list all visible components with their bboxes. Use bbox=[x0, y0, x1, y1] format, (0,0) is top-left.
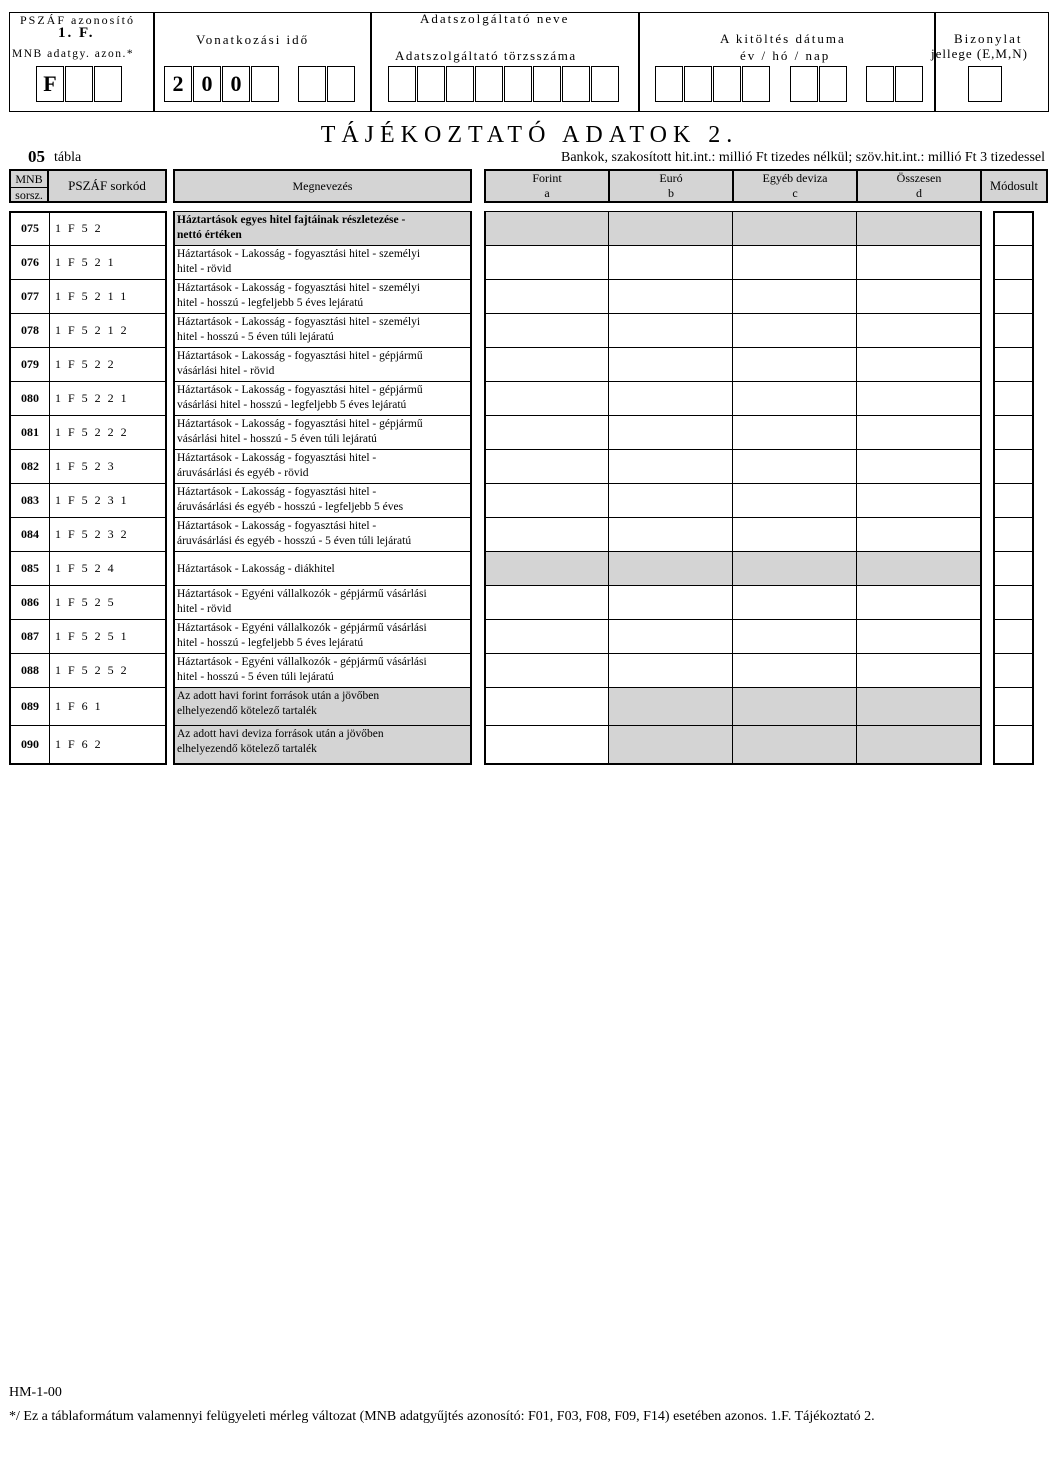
row-code: 1F5222 bbox=[55, 425, 134, 439]
modified-cell[interactable] bbox=[993, 212, 1034, 246]
row-code-cell bbox=[9, 654, 167, 688]
row-name-cell bbox=[173, 552, 472, 586]
col-forint-header bbox=[484, 169, 610, 203]
row-name-line1: Háztartások - Lakosság - fogyasztási hitel - gépjármű bbox=[177, 384, 423, 396]
row-name-line1: Háztartások - Egyéni vállalkozók - gépjármű vásárlási bbox=[177, 656, 427, 668]
forint-cell[interactable] bbox=[484, 688, 610, 726]
other-currency-cell[interactable] bbox=[732, 518, 858, 552]
row-number: 078 bbox=[21, 323, 39, 337]
provider-reg-box[interactable] bbox=[388, 66, 416, 102]
row-name-line2: hitel - rövid bbox=[177, 263, 232, 275]
other-currency-cell[interactable] bbox=[732, 348, 858, 382]
provider-reg-box[interactable] bbox=[533, 66, 561, 102]
divider bbox=[49, 688, 50, 726]
modified-cell[interactable] bbox=[993, 484, 1034, 518]
forint-cell bbox=[484, 212, 610, 246]
divider bbox=[370, 12, 372, 112]
modified-cell[interactable] bbox=[993, 688, 1034, 726]
col-euro-sub: b bbox=[668, 186, 674, 200]
table-bottom-rule bbox=[173, 763, 472, 765]
col-mnb-sub: sorsz. bbox=[11, 187, 47, 203]
col-other-header bbox=[732, 169, 858, 203]
row-number: 077 bbox=[21, 289, 39, 303]
row-name-cell bbox=[173, 688, 472, 726]
row-name-line1: Háztartások - Lakosság - fogyasztási hitel - bbox=[177, 452, 377, 464]
row-name-line2: áruvásárlási és egyéb - hosszú - 5 éven túli lejáratú bbox=[177, 535, 412, 547]
row-code-cell bbox=[9, 246, 167, 280]
row-name-line1: Háztartások - Egyéni vállalkozók - gépjármű vásárlási bbox=[177, 622, 427, 634]
provider-reg-box[interactable] bbox=[591, 66, 619, 102]
row-code-cell bbox=[9, 212, 167, 246]
row-name-line1: Háztartások - Lakosság - diákhitel bbox=[177, 563, 335, 575]
total-cell bbox=[856, 552, 982, 586]
row-number: 087 bbox=[21, 629, 39, 643]
row-number: 082 bbox=[21, 459, 39, 473]
total-cell[interactable] bbox=[856, 314, 982, 348]
other-currency-cell bbox=[732, 552, 858, 586]
forint-cell[interactable] bbox=[484, 416, 610, 450]
row-code: 1F5231 bbox=[55, 493, 134, 507]
row-code-cell bbox=[9, 450, 167, 484]
forint-cell[interactable] bbox=[484, 246, 610, 280]
euro-cell[interactable] bbox=[608, 620, 734, 654]
period-box-3[interactable]: 0 bbox=[222, 66, 250, 102]
col-total-label: Összesen bbox=[896, 171, 942, 185]
row-number: 089 bbox=[21, 699, 39, 713]
period-label: Vonatkozási idő bbox=[196, 32, 310, 47]
modified-cell[interactable] bbox=[993, 518, 1034, 552]
row-name-line2: nettó értéken bbox=[177, 229, 242, 241]
modified-cell[interactable] bbox=[993, 348, 1034, 382]
period-box-1[interactable]: 2 bbox=[164, 66, 192, 102]
date-box[interactable] bbox=[713, 66, 741, 102]
forint-cell[interactable] bbox=[484, 484, 610, 518]
other-currency-cell[interactable] bbox=[732, 484, 858, 518]
divider bbox=[49, 348, 50, 382]
other-currency-cell bbox=[732, 726, 858, 764]
row-name-line2: hitel - hosszú - legfeljebb 5 éves lejáratú bbox=[177, 637, 364, 649]
other-currency-cell bbox=[732, 212, 858, 246]
euro-cell bbox=[608, 688, 734, 726]
date-box[interactable] bbox=[742, 66, 770, 102]
row-code: 1F525 bbox=[55, 595, 121, 609]
forint-cell[interactable] bbox=[484, 348, 610, 382]
col-modified-header: Módosult bbox=[980, 169, 1048, 203]
modified-cell[interactable] bbox=[993, 314, 1034, 348]
provider-reg-box[interactable] bbox=[562, 66, 590, 102]
divider bbox=[49, 280, 50, 314]
forint-cell[interactable] bbox=[484, 518, 610, 552]
divider bbox=[49, 450, 50, 484]
divider bbox=[49, 586, 50, 620]
provider-reg-box[interactable] bbox=[504, 66, 532, 102]
table-bottom-rule bbox=[993, 763, 1034, 765]
col-euro-label: Euró bbox=[659, 171, 683, 185]
modified-cell[interactable] bbox=[993, 382, 1034, 416]
row-code-cell bbox=[9, 518, 167, 552]
row-name-line1: Háztartások - Lakosság - fogyasztási hitel - gépjármű bbox=[177, 418, 423, 430]
date-box[interactable] bbox=[819, 66, 847, 102]
row-number: 088 bbox=[21, 663, 39, 677]
divider bbox=[49, 552, 50, 586]
table-bottom-rule bbox=[9, 763, 167, 765]
row-number: 079 bbox=[21, 357, 39, 371]
row-name-line2: hitel - rövid bbox=[177, 603, 232, 615]
table-bottom-rule bbox=[484, 763, 982, 765]
doc-type-box[interactable] bbox=[968, 66, 1002, 102]
col-total-header bbox=[856, 169, 982, 203]
row-code-cell bbox=[9, 620, 167, 654]
col-name-header: Megnevezés bbox=[173, 169, 472, 203]
row-code-cell bbox=[9, 280, 167, 314]
other-currency-cell bbox=[732, 688, 858, 726]
other-currency-cell[interactable] bbox=[732, 586, 858, 620]
other-currency-cell[interactable] bbox=[732, 280, 858, 314]
divider bbox=[49, 416, 50, 450]
date-box[interactable] bbox=[895, 66, 923, 102]
euro-cell bbox=[608, 212, 734, 246]
other-currency-cell[interactable] bbox=[732, 654, 858, 688]
col-forint-sub: a bbox=[544, 186, 550, 200]
row-number: 083 bbox=[21, 493, 39, 507]
forint-cell[interactable] bbox=[484, 620, 610, 654]
period-box-2[interactable]: 0 bbox=[193, 66, 221, 102]
modified-cell[interactable] bbox=[993, 654, 1034, 688]
row-number: 084 bbox=[21, 527, 39, 541]
row-name-cell bbox=[173, 212, 472, 246]
row-name-line1: Háztartások - Lakosság - fogyasztási hitel - személyi bbox=[177, 248, 421, 260]
other-currency-cell[interactable] bbox=[732, 620, 858, 654]
divider bbox=[49, 620, 50, 654]
total-cell[interactable] bbox=[856, 654, 982, 688]
total-cell[interactable] bbox=[856, 416, 982, 450]
forint-cell bbox=[484, 552, 610, 586]
other-currency-cell[interactable] bbox=[732, 382, 858, 416]
row-name-line1: Háztartások egyes hitel fajtáinak részletezése - bbox=[177, 214, 406, 226]
row-name-line2: hitel - hosszú - 5 éven túli lejáratú bbox=[177, 331, 334, 343]
row-code: 1F52 bbox=[55, 221, 108, 235]
divider bbox=[49, 654, 50, 688]
row-name-cell bbox=[173, 416, 472, 450]
total-cell bbox=[856, 688, 982, 726]
euro-cell[interactable] bbox=[608, 382, 734, 416]
row-code: 1F522 bbox=[55, 357, 121, 371]
row-name-line2: hitel - hosszú - legfeljebb 5 éves lejáratú bbox=[177, 297, 364, 309]
period-box-4[interactable] bbox=[251, 66, 279, 102]
euro-cell[interactable] bbox=[608, 280, 734, 314]
euro-cell[interactable] bbox=[608, 484, 734, 518]
row-code: 1F524 bbox=[55, 561, 121, 575]
row-name-line2: áruvásárlási és egyéb - hosszú - legfeljebb 5 éves bbox=[177, 501, 404, 513]
modified-cell[interactable] bbox=[993, 246, 1034, 280]
total-cell[interactable] bbox=[856, 586, 982, 620]
period-box-6[interactable] bbox=[327, 66, 355, 102]
divider bbox=[934, 12, 936, 112]
table-number: 05 bbox=[28, 147, 45, 166]
other-currency-cell[interactable] bbox=[732, 416, 858, 450]
col-total-sub: d bbox=[916, 186, 922, 200]
row-number: 086 bbox=[21, 595, 39, 609]
row-code-cell bbox=[9, 726, 167, 764]
euro-cell[interactable] bbox=[608, 416, 734, 450]
other-currency-cell[interactable] bbox=[732, 314, 858, 348]
forint-cell[interactable] bbox=[484, 382, 610, 416]
period-box-5[interactable] bbox=[298, 66, 326, 102]
euro-cell bbox=[608, 726, 734, 764]
row-name-cell bbox=[173, 450, 472, 484]
date-label: A kitöltés dátuma bbox=[720, 31, 846, 46]
row-name-line1: Háztartások - Lakosság - fogyasztási hitel - bbox=[177, 520, 377, 532]
row-code: 1F5212 bbox=[55, 323, 134, 337]
total-cell[interactable] bbox=[856, 246, 982, 280]
euro-cell[interactable] bbox=[608, 586, 734, 620]
row-code-cell bbox=[9, 484, 167, 518]
euro-cell[interactable] bbox=[608, 246, 734, 280]
row-name-cell bbox=[173, 620, 472, 654]
forint-cell[interactable] bbox=[484, 586, 610, 620]
col-euro-header bbox=[608, 169, 734, 203]
row-name-line2: elhelyezendő kötelező tartalék bbox=[177, 743, 317, 755]
col-other-label: Egyéb deviza bbox=[762, 171, 828, 185]
mnb-box-2[interactable] bbox=[65, 66, 93, 102]
euro-cell[interactable] bbox=[608, 518, 734, 552]
total-cell[interactable] bbox=[856, 382, 982, 416]
date-box[interactable] bbox=[655, 66, 683, 102]
row-code: 1F5211 bbox=[55, 289, 134, 303]
provider-reg-box[interactable] bbox=[417, 66, 445, 102]
date-sub-label: év / hó / nap bbox=[740, 48, 831, 63]
form-code: HM-1-00 bbox=[9, 1385, 62, 1400]
divider bbox=[49, 314, 50, 348]
total-cell[interactable] bbox=[856, 348, 982, 382]
row-name-line1: Háztartások - Lakosság - fogyasztási hitel - személyi bbox=[177, 282, 421, 294]
col-forint-label: Forint bbox=[532, 171, 562, 185]
row-name-line1: Az adott havi deviza források után a jövőben bbox=[177, 728, 384, 740]
divider bbox=[49, 212, 50, 246]
row-name-cell bbox=[173, 314, 472, 348]
row-code-cell bbox=[9, 416, 167, 450]
row-name-line1: Háztartások - Lakosság - fogyasztási hitel - személyi bbox=[177, 316, 421, 328]
forint-cell[interactable] bbox=[484, 314, 610, 348]
total-cell[interactable] bbox=[856, 450, 982, 484]
divider bbox=[153, 12, 155, 112]
date-box[interactable] bbox=[684, 66, 712, 102]
row-name-line2: vásárlási hitel - hosszú - 5 éven túli lejáratú bbox=[177, 433, 377, 445]
euro-cell[interactable] bbox=[608, 348, 734, 382]
provider-reg-box[interactable] bbox=[446, 66, 474, 102]
mnb-box-3[interactable] bbox=[94, 66, 122, 102]
total-cell bbox=[856, 212, 982, 246]
row-code: 1F5251 bbox=[55, 629, 134, 643]
row-name-cell bbox=[173, 348, 472, 382]
row-number: 081 bbox=[21, 425, 39, 439]
total-cell[interactable] bbox=[856, 518, 982, 552]
forint-cell[interactable] bbox=[484, 726, 610, 764]
row-number: 090 bbox=[21, 737, 39, 751]
mnb-label: MNB adatgy. azon.* bbox=[12, 48, 135, 60]
row-code: 1F62 bbox=[55, 737, 108, 751]
divider bbox=[49, 484, 50, 518]
divider bbox=[49, 518, 50, 552]
row-code: 1F61 bbox=[55, 699, 108, 713]
row-number: 085 bbox=[21, 561, 39, 575]
row-code-cell bbox=[9, 314, 167, 348]
row-code-cell bbox=[9, 688, 167, 726]
row-name-cell bbox=[173, 484, 472, 518]
row-code: 1F5232 bbox=[55, 527, 134, 541]
page-title: TÁJÉKOZTATÓ ADATOK 2. bbox=[320, 122, 739, 148]
provider-name-label: Adatszolgáltató neve bbox=[420, 11, 570, 26]
row-number: 075 bbox=[21, 221, 39, 235]
row-code-cell bbox=[9, 552, 167, 586]
row-code: 1F523 bbox=[55, 459, 121, 473]
modified-cell[interactable] bbox=[993, 620, 1034, 654]
divider bbox=[638, 12, 640, 112]
row-name-line1: Háztartások - Lakosság - fogyasztási hitel - gépjármű bbox=[177, 350, 423, 362]
other-currency-cell[interactable] bbox=[732, 450, 858, 484]
pszaf-label: PSZÁF azonosító bbox=[20, 13, 136, 27]
row-code-cell bbox=[9, 348, 167, 382]
row-number: 076 bbox=[21, 255, 39, 269]
row-name-cell bbox=[173, 654, 472, 688]
row-name-line1: Háztartások - Egyéni vállalkozók - gépjármű vásárlási bbox=[177, 588, 427, 600]
row-name-line2: áruvásárlási és egyéb - rövid bbox=[177, 467, 309, 479]
modified-cell[interactable] bbox=[993, 726, 1034, 764]
table-word: tábla bbox=[54, 150, 82, 165]
row-name-cell bbox=[173, 246, 472, 280]
forint-cell[interactable] bbox=[484, 654, 610, 688]
row-name-cell bbox=[173, 280, 472, 314]
row-name-line2: vásárlási hitel - hosszú - legfeljebb 5 éves lejáratú bbox=[177, 399, 407, 411]
euro-cell[interactable] bbox=[608, 450, 734, 484]
forint-cell[interactable] bbox=[484, 450, 610, 484]
row-name-line1: Az adott havi forint források után a jövőben bbox=[177, 690, 380, 702]
provider-reg-box[interactable] bbox=[475, 66, 503, 102]
row-name-cell bbox=[173, 382, 472, 416]
date-box[interactable] bbox=[790, 66, 818, 102]
euro-cell[interactable] bbox=[608, 314, 734, 348]
total-cell bbox=[856, 726, 982, 764]
euro-cell[interactable] bbox=[608, 654, 734, 688]
col-pszaf-header: PSZÁF sorkód bbox=[47, 169, 167, 203]
row-name-line2: vásárlási hitel - rövid bbox=[177, 365, 275, 377]
row-number: 080 bbox=[21, 391, 39, 405]
modified-cell[interactable] bbox=[993, 586, 1034, 620]
row-code: 1F521 bbox=[55, 255, 121, 269]
provider-reg-label: Adatszolgáltató törzsszáma bbox=[395, 48, 577, 63]
row-name-line2: elhelyezendő kötelező tartalék bbox=[177, 705, 317, 717]
divider bbox=[49, 246, 50, 280]
total-cell[interactable] bbox=[856, 280, 982, 314]
col-mnb-label: MNB bbox=[15, 172, 43, 186]
doc-type-label: Bizonylat bbox=[954, 31, 1023, 46]
total-cell[interactable] bbox=[856, 620, 982, 654]
row-name-line2: hitel - hosszú - 5 éven túli lejáratú bbox=[177, 671, 334, 683]
doc-type-sub: jellege (E,M,N) bbox=[931, 46, 1028, 61]
divider bbox=[49, 726, 50, 764]
row-name-line1: Háztartások - Lakosság - fogyasztási hitel - bbox=[177, 486, 377, 498]
row-code: 1F5252 bbox=[55, 663, 134, 677]
col-mnb-header bbox=[9, 169, 49, 203]
footer-note: */ Ez a táblaformátum valamennyi felügyeleti mérleg változat (MNB adatgyűjtés azonosító: F01, F03, F08, F09, F14) esetében azonos. 1.F. Tájékoztató 2. bbox=[9, 1409, 875, 1424]
date-box[interactable] bbox=[866, 66, 894, 102]
euro-cell bbox=[608, 552, 734, 586]
col-other-sub: c bbox=[792, 186, 798, 200]
mnb-box-1[interactable]: F bbox=[36, 66, 64, 102]
total-cell[interactable] bbox=[856, 484, 982, 518]
forint-cell[interactable] bbox=[484, 280, 610, 314]
row-name-cell bbox=[173, 518, 472, 552]
form-id: 1. F. bbox=[58, 25, 95, 41]
units-note: Bankok, szakosított hit.int.: millió Ft tizedes nélkül; szöv.hit.int.: millió Ft 3 tizedessel bbox=[560, 150, 1045, 165]
row-name-cell bbox=[173, 726, 472, 764]
row-code-cell bbox=[9, 586, 167, 620]
row-code-cell bbox=[9, 382, 167, 416]
row-code: 1F5221 bbox=[55, 391, 134, 405]
modified-cell[interactable] bbox=[993, 416, 1034, 450]
modified-cell[interactable] bbox=[993, 280, 1034, 314]
other-currency-cell[interactable] bbox=[732, 246, 858, 280]
row-name-cell bbox=[173, 586, 472, 620]
modified-cell[interactable] bbox=[993, 552, 1034, 586]
modified-cell[interactable] bbox=[993, 450, 1034, 484]
divider bbox=[49, 382, 50, 416]
